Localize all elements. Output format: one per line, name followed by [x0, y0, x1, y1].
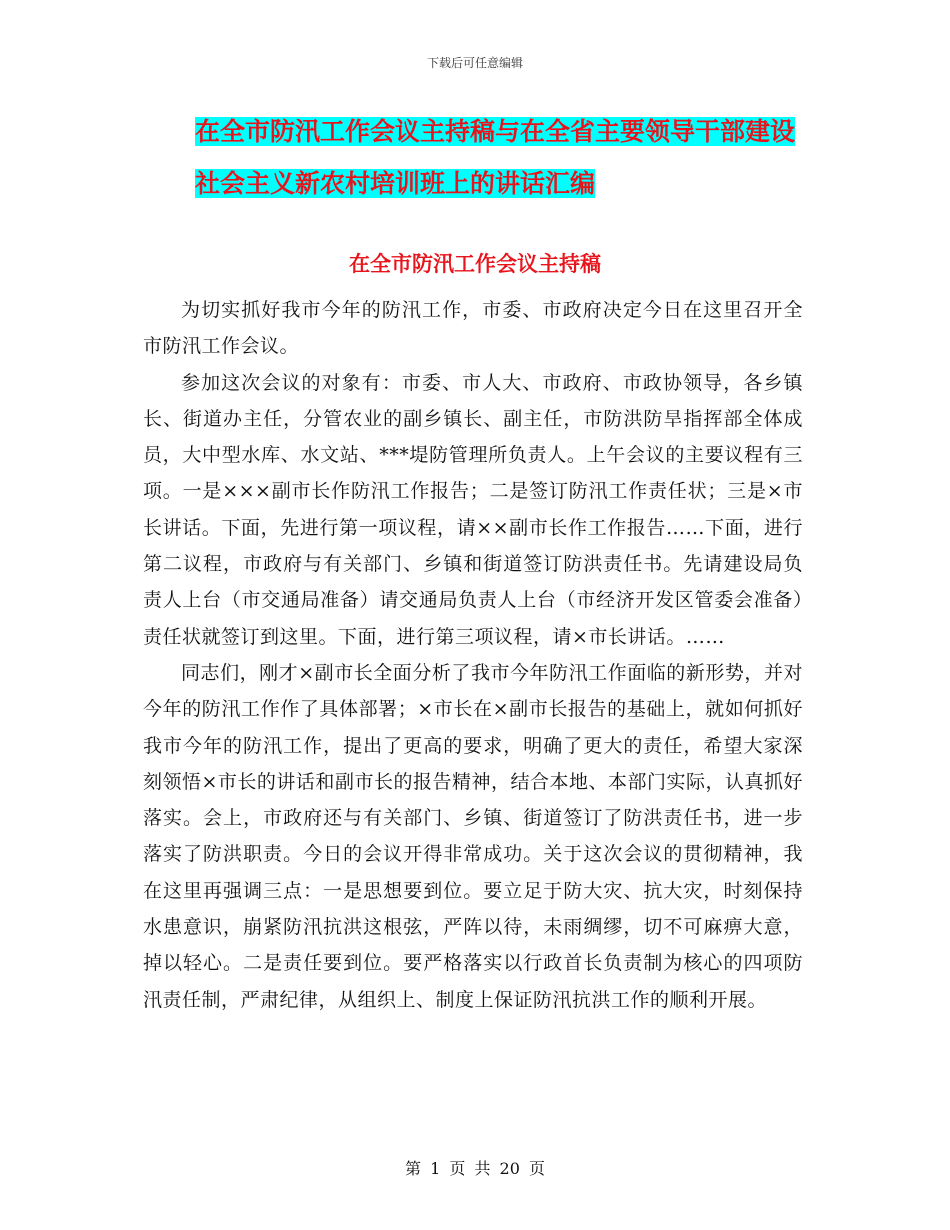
section-title: 在全市防汛工作会议主持稿 [349, 252, 601, 276]
document-body [143, 292, 803, 1018]
body-paragraph: 同志们，刚才×副市长全面分析了我市今年防汛工作面临的新形势，并对今年的防汛工作作了具体部署；×市长在×副市长报告的基础上，就如何抓好我市今年的防汛工作，提出了更高的要求，明确了更大的责任，希望大家深刻领悟×市长的讲话和副市长的报告精神，结合本地、本部门实际，认真抓好落实。会上，市政府还与有关部门、乡镇、街道签订了防洪责任书，进一步落实了防洪职责。今日的会议开得非常成功。关于这次会议的贯彻精神，我在这里再强调三点：一是思想要到位。要立足于防大灾、抗大灾，时刻保持水患意识，崩紧防汛抗洪这根弦，严阵以待，未雨绸缪，切不可麻痹大意，掉以轻心。二是责任要到位。要严格落实以行政首长负责制为核心的四项防汛责任制，严肃纪律，从组织上、制度上保证防汛抗洪工作的顺利开展。 [143, 661, 803, 1011]
page-number-footer: 第 1 页 共 20 页 [405, 1159, 545, 1178]
document-title-text: 在全市防汛工作会议主持稿与在全省主要领导干部建设社会主义新农村培训班上的讲话汇编 [195, 117, 796, 198]
body-paragraph: 为切实抓好我市今年的防汛工作，市委、市政府决定今日在这里召开全市防汛工作会议。 [143, 299, 803, 358]
document-title [195, 106, 815, 210]
body-paragraph: 参加这次会议的对象有：市委、市人大、市政府、市政协领导，各乡镇长、街道办主任，分管农业的副乡镇长、副主任，市防洪防旱指挥部全体成员，大中型水库、水文站、***堤防管理所负责人。上午会议的主要议程有三项。一是×××副市长作防汛工作报告；二是签订防汛工作责任状；三是×市长讲话。下面，先进行第一项议程，请××副市长作工作报告……下面，进行第二议程，市政府与有关部门、乡镇和街道签订防洪责任书。先请建设局负责人上台（市交通局准备）请交通局负责人上台（市经济开发区管委会准备）责任状就签订到这里。下面，进行第三项议程，请×市长讲话。…… [143, 371, 803, 648]
header-note: 下载后可任意编辑 [426, 56, 523, 70]
